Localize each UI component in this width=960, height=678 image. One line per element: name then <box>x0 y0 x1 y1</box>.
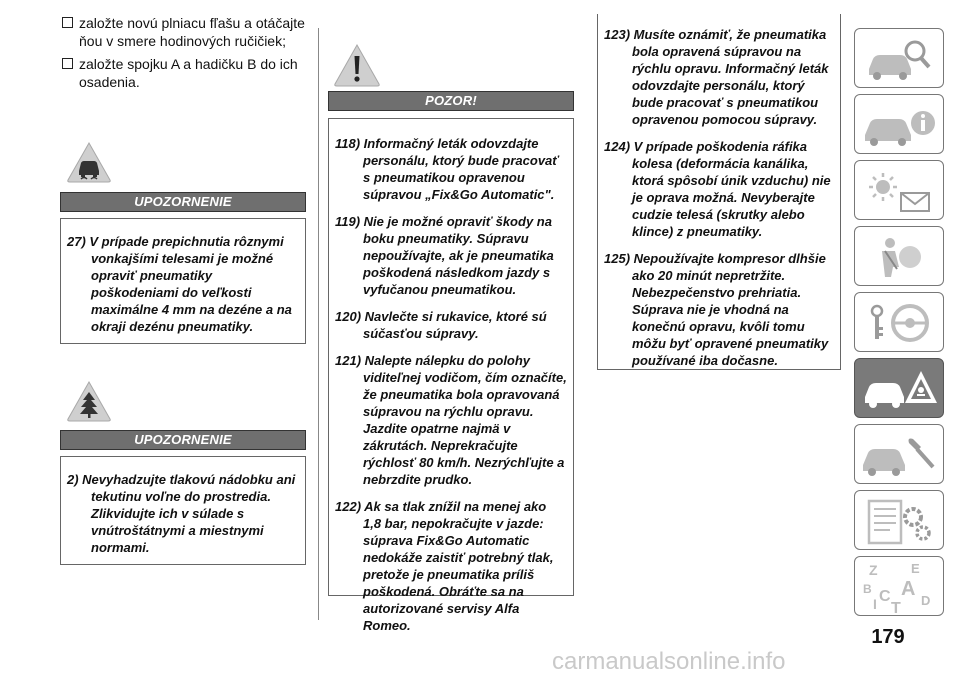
danger-text: 120) Navlečte si rukavice, ktoré sú súčasťou súpravy. <box>335 309 547 341</box>
warning-text: 2) Nevyhadzujte tlakovú nádobku ani tekutinu voľne do prostredia. Zlikvidujte ich v súlade s vnútroštátnymi a miestnymi normami. <box>67 472 296 555</box>
column-divider <box>318 28 319 620</box>
alphabetical-index-icon <box>855 557 945 617</box>
nav-tab-emergency[interactable] <box>854 358 944 418</box>
index-letter: E <box>911 561 920 576</box>
key-steering-wheel-icon <box>855 293 945 353</box>
car-search-icon <box>855 29 945 89</box>
exclamation-warning-icon <box>333 43 381 87</box>
danger-text: 118) Informačný leták odovzdajte personálu, ktorý bude pracovať s pneumatikou opravenou súpravou „Fix&Go Automatic". <box>335 136 559 202</box>
step-item <box>60 14 310 50</box>
nav-tab-maintenance[interactable] <box>854 424 944 484</box>
index-letter: Z <box>869 562 878 578</box>
nav-tab-index[interactable] <box>854 556 944 616</box>
danger-text: 121) Nalepte nálepku do polohy viditeľnej vodičom, čím označíte, že pneumatika bola opravovaná súpravou na rýchlu opravu. Jazdite opatrne najmä v zákrutách. Neprekračujte rýchlosť 80 km/h. Nezrýchľujte a nebrzdite prudko. <box>335 353 567 487</box>
index-letter: I <box>873 596 877 612</box>
nav-tab-technical-data[interactable] <box>854 490 944 550</box>
airbag-safety-icon <box>855 227 945 287</box>
warning-lights-message-icon <box>855 161 945 221</box>
step-item <box>60 55 310 91</box>
nav-tab-car-info[interactable] <box>854 94 944 154</box>
danger-text: 125) Nepoužívajte kompresor dlhšie ako 20 minút nepretržite. Nebezpečenstvo prehriatia. Súprava nie je vhodná na konečnú opravu, kvôli tomu môžu byť opravené pneumatiky používané iba dočasne. <box>604 251 829 368</box>
step-text: založte spojku A a hadičku B do ich osadenia. <box>79 56 298 90</box>
danger-panel <box>328 118 574 633</box>
nav-tab-car-search[interactable] <box>854 28 944 88</box>
danger-text: 124) V prípade poškodenia ráfika kolesa (deformácia kanálika, ktorá spôsobí únik vzduchu) nie je oprava možná. Nevyberajte cudzie telesá (skrutky alebo klince) z pneumatiky. <box>604 139 831 239</box>
car-maintenance-icon <box>855 425 945 485</box>
car-breakdown-emergency-icon <box>855 359 945 419</box>
car-info-icon <box>855 95 945 155</box>
danger-text: 123) Musíte oznámiť, že pneumatika bola opravená súpravou na rýchlu opravu. Informačný leták odovzdajte personálu, ktorý bude pracovať s pneumatikou opravenou pomocou súpravy. <box>604 27 829 127</box>
page-number: 179 <box>871 626 905 648</box>
warning-title-bar: UPOZORNENIE <box>60 192 306 212</box>
index-letter: T <box>891 600 901 617</box>
continued-danger-panel <box>597 14 841 370</box>
danger-title-bar: POZOR! <box>328 91 574 111</box>
nav-tab-starting-driving[interactable] <box>854 292 944 352</box>
index-letter: A <box>901 578 916 600</box>
danger-text: 119) Nie je možné opraviť škody na boku pneumatiky. Súpravu nepoužívajte, ak je pneumatika poškodená následkom jazdy s vyfučanou pneumatikou. <box>335 214 554 297</box>
checkbox-bullet-icon <box>62 58 73 69</box>
warning-title-bar: UPOZORNENIE <box>60 430 306 450</box>
warning-text: 27) V prípade prepichnutia rôznymi vonkajšími telesami je možné opraviť pneumatiky poškodeniami do veľkosti maximálne 4 mm na dezéne a na okraji dezénu pneumatiky. <box>67 234 292 334</box>
index-letter: C <box>879 588 891 605</box>
warning-panel <box>60 456 306 565</box>
step-text: založte novú plniacu fľašu a otáčajte ňou v smere hodinových ručičiek; <box>79 15 305 49</box>
nav-tab-safety[interactable] <box>854 226 944 286</box>
warning-panel <box>60 218 306 344</box>
environment-tree-icon <box>66 380 112 422</box>
instruction-steps <box>60 14 310 96</box>
nav-tab-warning-lights[interactable] <box>854 160 944 220</box>
index-letter: B <box>863 582 872 596</box>
danger-text: 122) Ak sa tlak znížil na menej ako 1,8 bar, nepokračujte v jazde: súprava Fix&Go Automatic nedokáže zaistiť potrebný tlak, pretože je pneumatika príliš poškodená. Obráťte sa na autorizované servisy Alfa Romeo. <box>335 499 554 633</box>
car-skid-warning-icon <box>66 141 112 183</box>
watermark: carmanualsonline.info <box>552 648 786 675</box>
index-letter: D <box>921 593 931 608</box>
checkbox-bullet-icon <box>62 17 73 28</box>
technical-data-icon <box>855 491 945 551</box>
